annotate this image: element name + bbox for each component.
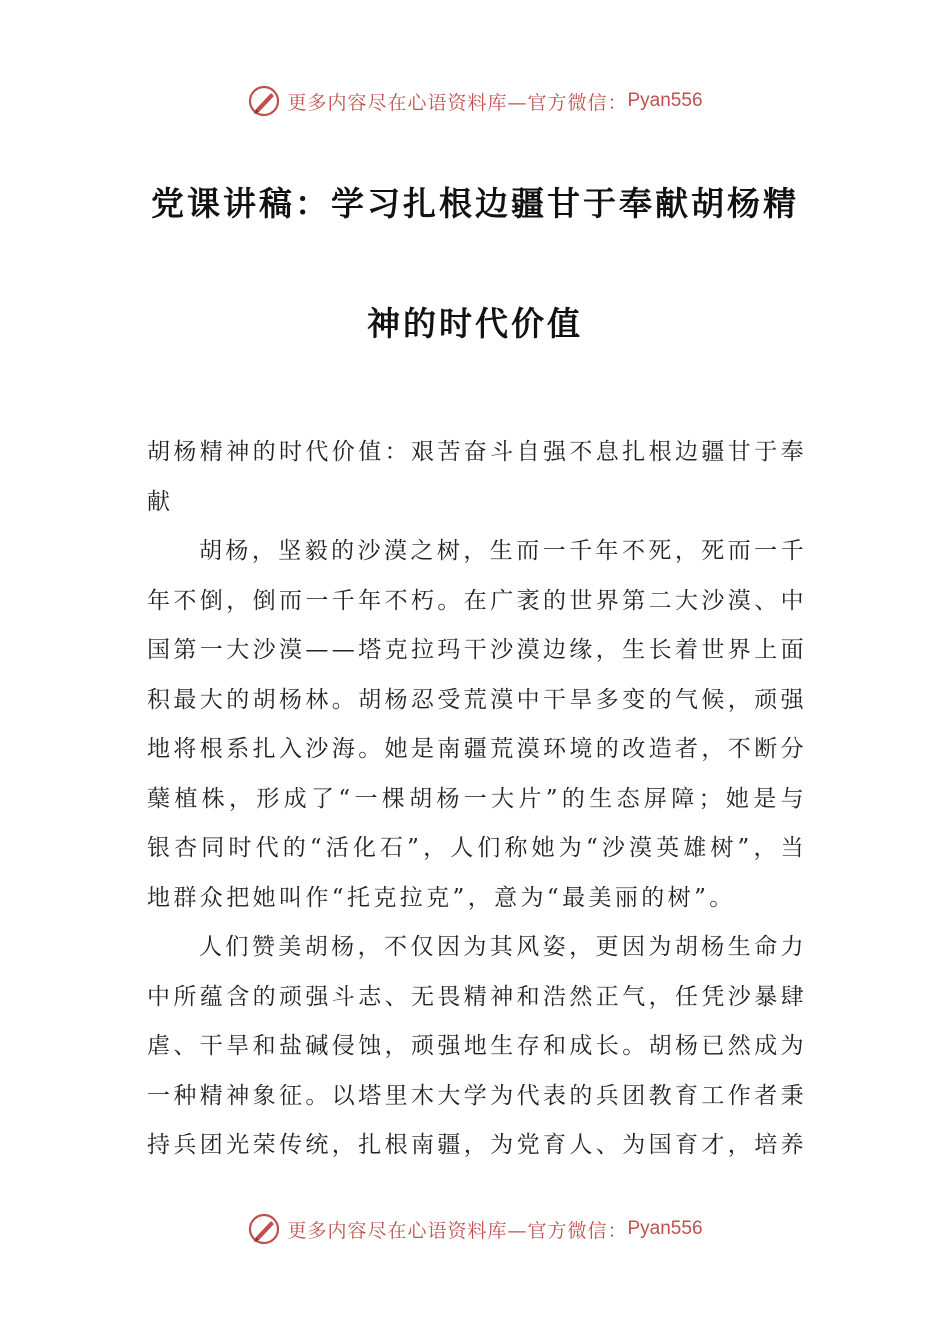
page-title-line-2: 神的时代价值 <box>367 304 583 343</box>
document-body <box>147 428 807 1171</box>
footer-banner <box>0 1212 950 1246</box>
body-paragraph: 人们赞美胡杨，不仅因为其风姿，更因为胡杨生命力中所蕴含的顽强斗志、无畏精神和浩然正气，任凭沙暴肆虐、干旱和盐碱侵蚀，顽强地生存和成长。胡杨已然成为一种精神象征。以塔里木大学为代表的兵团教育工作者秉持兵团光荣传统，扎根南疆，为党育人、为国育才，培养 <box>147 934 807 1158</box>
banner-text: 更多内容尽在心语资料库—官方微信： <box>287 91 628 114</box>
pen-logo-icon <box>247 1212 281 1246</box>
banner-wechat-id: Pyan556 <box>627 90 703 111</box>
body-paragraph: 胡杨，坚毅的沙漠之树，生而一千年不死，死而一千年不倒，倒而一千年不朽。在广袤的世界第二大沙漠、中国第一大沙漠——塔克拉玛干沙漠边缘，生长着世界上面积最大的胡杨林。胡杨忍受荒漠中干旱多变的气候，顽强地将根系扎入沙海。她是南疆荒漠环境的改造者，不断分蘖植株，形成了“一棵胡杨一大片”的生态屏障；她是与银杏同时代的“活化石”，人们称她为“沙漠英雄树”，当地群众把她叫作“托克拉克”，意为“最美丽的树”。 <box>147 538 807 911</box>
banner-wechat-id: Pyan556 <box>627 1218 703 1239</box>
banner-text: 更多内容尽在心语资料库—官方微信： <box>287 1219 628 1242</box>
header-banner <box>0 84 950 118</box>
pen-logo-icon <box>247 84 281 118</box>
subtitle-paragraph: 胡杨精神的时代价值：艰苦奋斗自强不息扎根边疆甘于奉献 <box>147 439 807 515</box>
page-title-line-1: 党课讲稿：学习扎根边疆甘于奉献胡杨精 <box>151 184 799 223</box>
